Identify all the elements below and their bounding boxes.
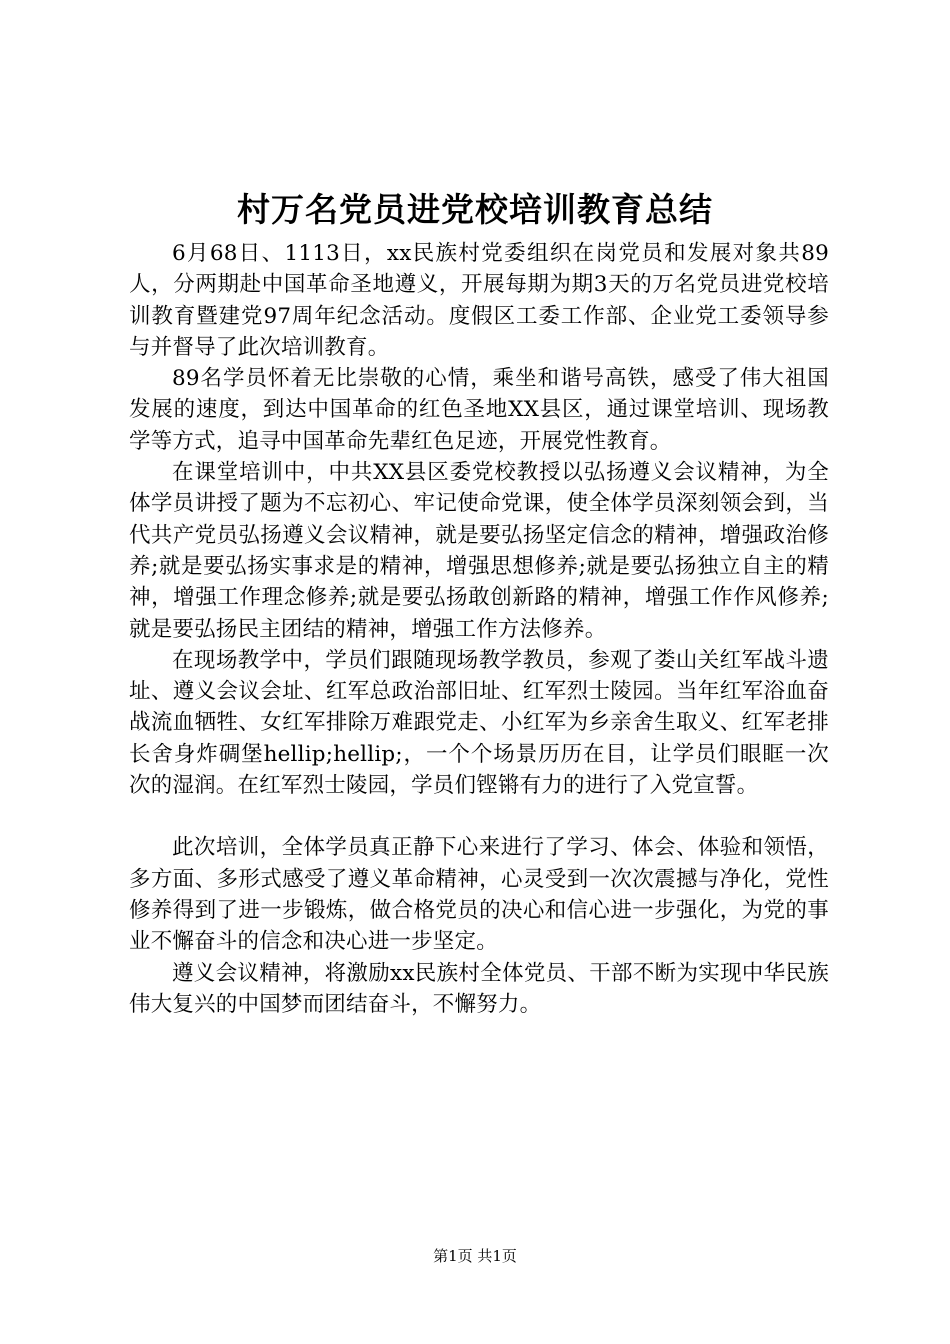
document-title: 村万名党员进党校培训教育总结 [237,190,713,229]
paragraph-1: 6月68日、1113日，xx民族村党委组织在岗党员和发展对象共89人，分两期赴中国革命圣地遵义，开展每期为期3天的万名党员进党校培训教育暨建党97周年纪念活动。度假区工委工作部、企业党工委领导参与并督导了此次培训教育。 [129,241,829,360]
paragraph-3: 在课堂培训中，中共XX县区委党校教授以弘扬遵义会议精神，为全体学员讲授了题为不忘初心、牢记使命党课，使全体学员深刻领会到，当代共产党员弘扬遵义会议精神，就是要弘扬坚定信念的精神，增强政治修养;就是要弘扬实事求是的精神，增强思想修养;就是要弘扬独立自主的精神，增强工作理念修养;就是要弘扬敢创新路的精神，增强工作作风修养;就是要弘扬民主团结的精神，增强工作方法修养。 [129,460,829,642]
page-footer: 第1页 共1页 [433,1247,517,1265]
paragraph-6: 遵义会议精神，将激励xx民族村全体党员、干部不断为实现中华民族伟大复兴的中国梦而团结奋斗，不懈努力。 [129,960,829,1017]
paragraph-2: 89名学员怀着无比崇敬的心情，乘坐和谐号高铁，感受了伟大祖国发展的速度，到达中国革命的红色圣地XX县区，通过课堂培训、现场教学等方式，追寻中国革命先辈红色足迹，开展党性教育。 [129,366,829,454]
paragraph-4: 在现场教学中，学员们跟随现场教学教员，参观了娄山关红军战斗遗址、遵义会议会址、红军总政治部旧址、红军烈士陵园。当年红军浴血奋战流血牺牲、女红军排除万难跟党走、小红军为乡亲舍生取义、红军老排长舍身炸碉堡hellip;hellip;，一个个场景历历在目，让学员们眼眶一次次的湿润。在红军烈士陵园，学员们铿锵有力的进行了入党宣誓。 [129,647,829,799]
document-body [129,238,829,1020]
paragraph-5: 此次培训，全体学员真正静下心来进行了学习、体会、体验和领悟，多方面、多形式感受了遵义革命精神，心灵受到一次次震撼与净化，党性修养得到了进一步锻炼，做合格党员的决心和信心进一步强化，为党的事业不懈奋斗的信念和决心进一步坚定。 [129,835,829,955]
